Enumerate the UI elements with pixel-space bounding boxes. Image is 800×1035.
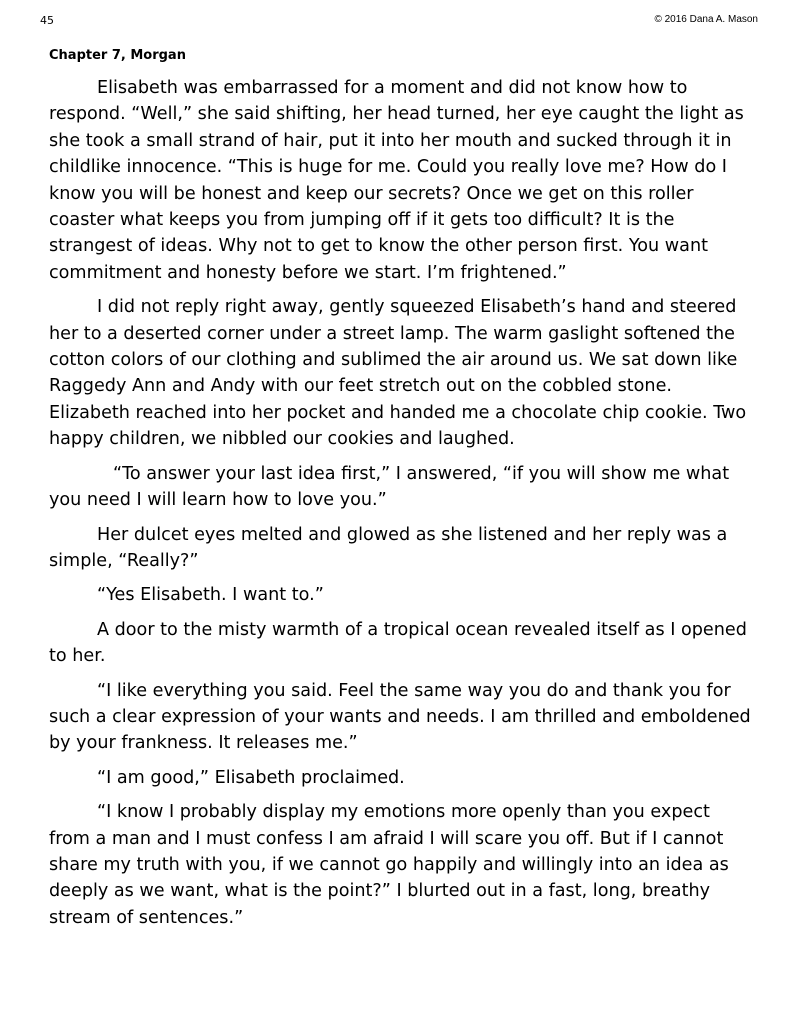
paragraph: Her dulcet eyes melted and glowed as she listened and her reply was a simple, “Really?” (49, 524, 728, 571)
paragraph: Elisabeth was embarrassed for a moment and did not know how to respond. “Well,” she said shifting, her head turned, her eye caught the light as she took a small strand of hair, put it into her mouth and sucked through it in childlike innocence. “This is huge for me. Could you really love me? How do I know you will be honest and keep our secrets? Once we get on this roller coaster what keeps you from jumping off if it gets too difficult? It is the strangest of ideas. Why not to get to know the other person first. You want commitment and honesty before we start. I’m frightened.” (49, 78, 744, 283)
paragraph: “I like everything you said. Feel the same way you do and thank you for such a clear expression of your wants and needs. I am thrilled and emboldened by your frankness. It releases me.” (49, 680, 751, 754)
paragraph: “I am good,” Elisabeth proclaimed. (97, 767, 405, 788)
paragraph: “I know I probably display my emotions more openly than you expect from a man and I must confess I am afraid I will scare you off. But if I cannot share my truth with you, if we cannot go happily and willingly into an idea as deeply as we want, what is the point?” I blurted out in a fast, long, breathy stream of sentences.” (49, 802, 729, 928)
paragraph: I did not reply right away, gently squeezed Elisabeth’s hand and steered her to a deserted corner under a street lamp. The warm gaslight softened the cotton colors of our clothing and sublimed the air around us. We sat down like Raggedy Ann and Andy with our feet stretch out on the cobbled stone. Elizabeth reached into her pocket and handed me a chocolate chip cookie. Two happy children, we nibbled our cookies and laughed. (49, 297, 747, 450)
paragraph: A door to the misty warmth of a tropical ocean revealed itself as I opened to her. (49, 619, 747, 667)
paragraph: “To answer your last idea first,” I answered, “if you will show me what you need I will learn how to love you.” (49, 463, 730, 511)
paragraph: “Yes Elisabeth. I want to.” (97, 585, 324, 606)
body-text (49, 75, 751, 939)
chapter-heading: Chapter 7, Morgan (49, 48, 186, 63)
page-number: 45 (40, 14, 54, 27)
copyright-notice: © 2016 Dana A. Mason (654, 14, 758, 25)
